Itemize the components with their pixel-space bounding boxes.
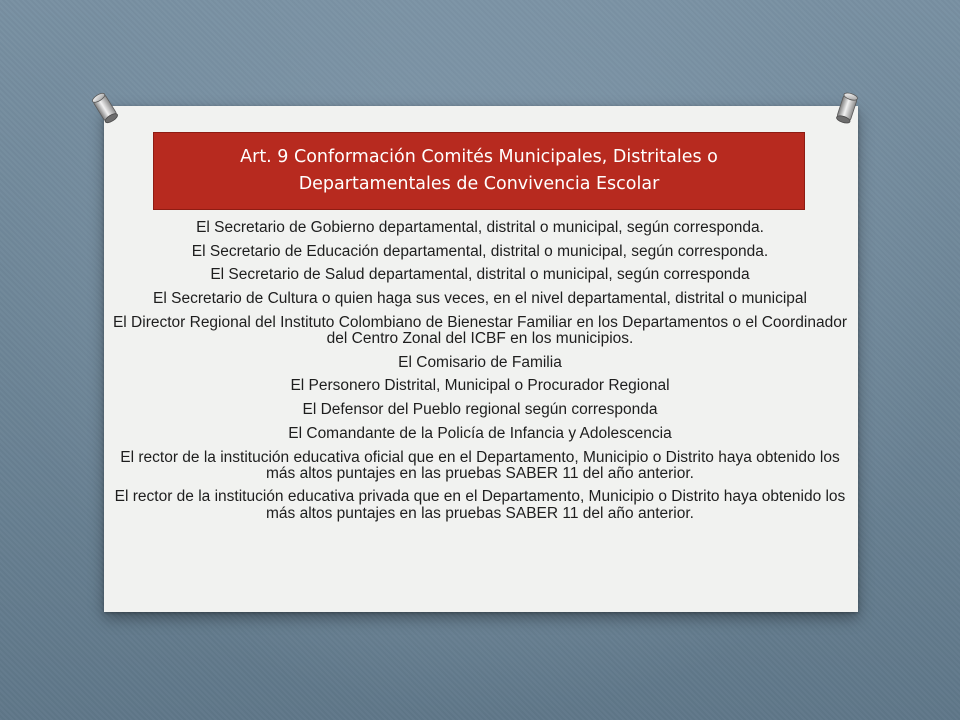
member-salud: El Secretario de Salud departamental, distrital o municipal, según corresponda (210, 266, 750, 284)
member-cultura: El Secretario de Cultura o quien haga sus veces, en el nivel departamental, distrital o municipal (153, 290, 807, 308)
title-line-2: Departamentales de Convivencia Escolar (298, 174, 660, 194)
member-icbf: El Director Regional del Instituto Colombiano de Bienestar Familiar en los Departamentos o el Coordinador del Centro Zonal del ICBF en los municipios. (112, 313, 848, 348)
member-rector-oficial: El rector de la institución educativa oficial que en el Departamento, Municipio o Distrito haya obtenido los más altos puntajes en las pruebas SABER 11 del año anterior. (120, 448, 840, 482)
members-list (112, 220, 848, 529)
page-title (169, 144, 789, 198)
title-bar (153, 132, 805, 210)
title-line-1: Art. 9 Conformación Comités Municipales, Distritales o (240, 147, 718, 167)
member-comisario: El Comisario de Familia (398, 353, 562, 371)
member-rector-privada: El rector de la institución educativa privada que en el Departamento, Municipio o Distrito haya obtenido los más altos puntajes en las pruebas SABER 11 del año anterior. (114, 488, 846, 522)
pushpin-icon (830, 88, 864, 128)
member-personero: El Personero Distrital, Municipal o Procurador Regional (290, 377, 670, 395)
member-defensor: El Defensor del Pueblo regional según corresponda (302, 401, 658, 419)
member-policia: El Comandante de la Policía de Infancia y Adolescencia (288, 424, 672, 442)
member-educacion: El Secretario de Educación departamental, distrital o municipal, según corresponda. (191, 242, 769, 260)
pushpin-icon (88, 88, 122, 128)
member-gobierno: El Secretario de Gobierno departamental, distrital o municipal, según corresponda. (196, 219, 764, 236)
